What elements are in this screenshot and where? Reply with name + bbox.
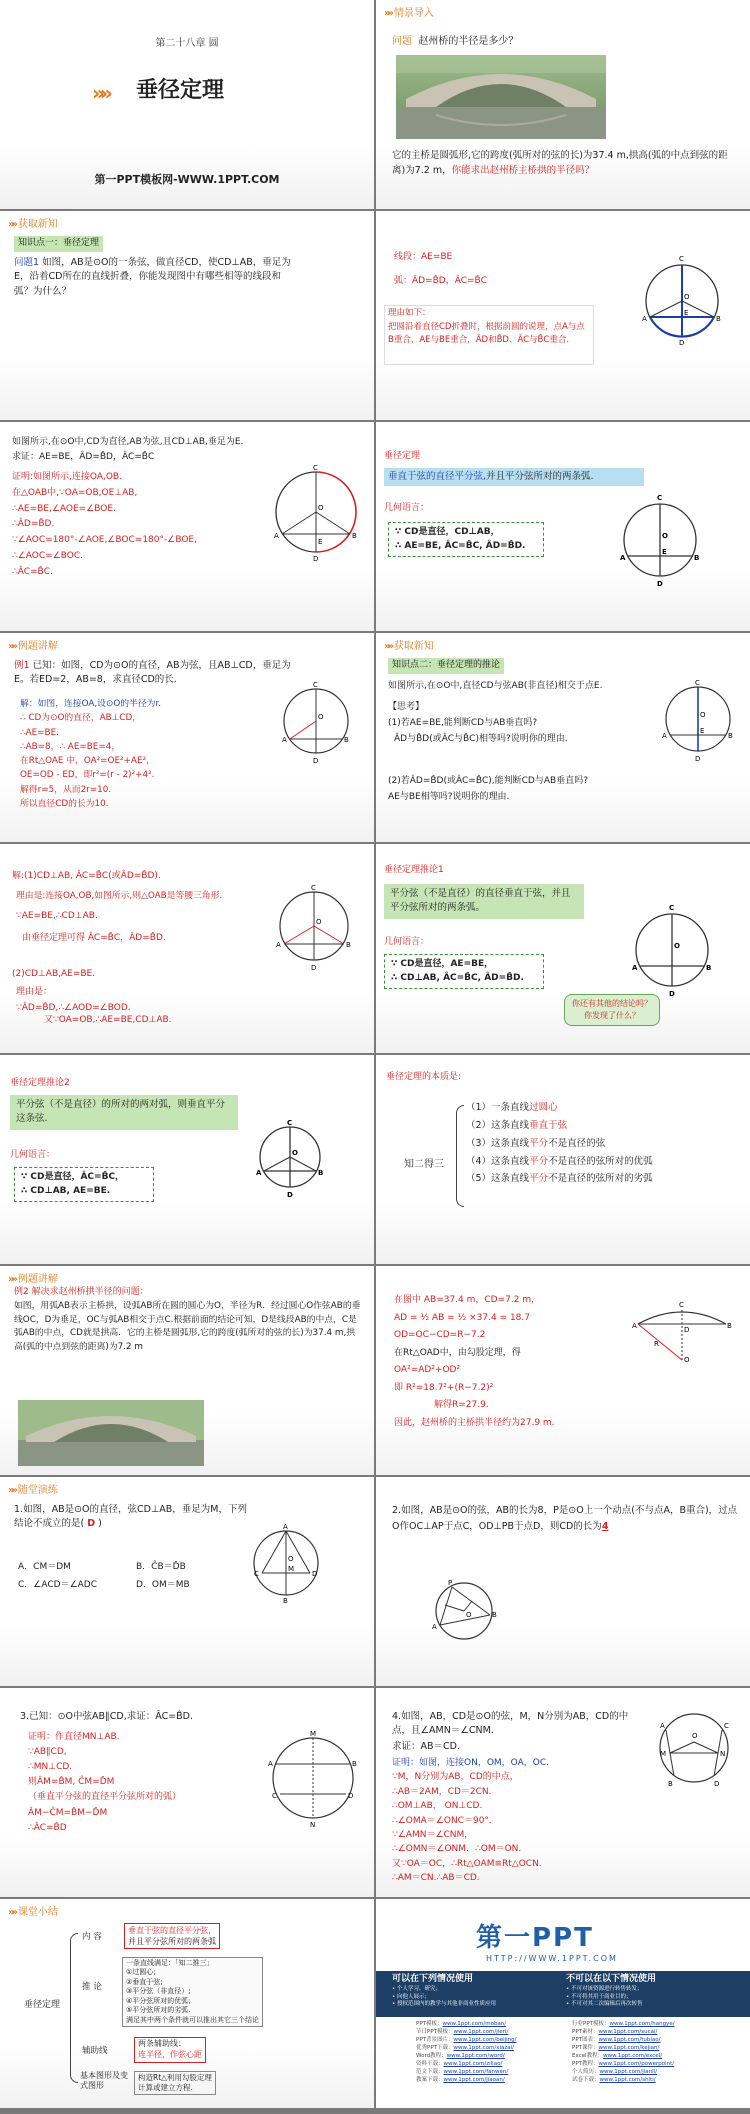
text-s2-header: 情景导入 [393, 8, 434, 19]
text-s7-q2: (2)若ÂD=B̂D(或ÂC=B̂C),能判断CD与AB垂直吗? [388, 776, 588, 786]
text-s6-sol-6: 解得r=5，从而2r=10. [20, 784, 112, 795]
arc-result: 弧：ÂD=B̂D，ÂC=B̂C [394, 276, 488, 286]
text-s18-basic: 基本图形及变式图形 [80, 2071, 128, 2090]
svg-text:O: O [684, 293, 690, 301]
end-logo: 第一PPT [476, 1923, 594, 1953]
resource-link-row[interactable]: 节日PPT模板：www.1ppt.com/jieri/ [416, 2028, 509, 2035]
svg-text:E: E [318, 538, 323, 546]
resource-link-row[interactable]: 教案下载：www.1ppt.com/jiaoan/ [416, 2076, 505, 2083]
resource-link-row[interactable]: 行业PPT模板：www.1ppt.com/hangye/ [572, 2021, 675, 2027]
svg-text:O: O [318, 713, 324, 721]
text-s6-header: 例题讲解 [17, 641, 58, 652]
text-s5-header: 垂径定理 [384, 451, 421, 461]
text-s4-lines-4: ∵∠AOC=180°-∠AOE,∠BOC=180°-∠BOE, [12, 535, 197, 545]
svg-text:B: B [352, 1760, 357, 1768]
svg-text:D: D [684, 1326, 690, 1334]
text-s2-question: 赵州桥的半径是多少？ [418, 36, 519, 47]
svg-text:C: C [272, 1792, 277, 1800]
text-s18-header: 课堂小结 [17, 1907, 58, 1918]
corollary-circle [658, 675, 738, 765]
text-s18-i3: ②垂直于弦; [126, 1977, 163, 1986]
slide-example2 [0, 1266, 374, 1475]
text-s8-l2: 理由是:连接OA,OB,如图所示,则△OAB是等腰三角形. [16, 891, 223, 901]
text-s4-l1: 如图所示,在⊙O中,CD为直径,AB为弦,且CD⊥AB,垂足为E. [12, 437, 244, 447]
segment-result: 线段：AE=BE [394, 252, 453, 262]
practice1-circle [244, 1521, 328, 1605]
footer-site: 第一PPT模板网-WWW.1PPT.COM [94, 173, 280, 186]
practice4-circle [652, 1706, 736, 1790]
svg-text:R: R [654, 1340, 659, 1348]
slide-new-knowledge [0, 211, 374, 420]
resource-link-row[interactable]: PPT背景图片：www.1ppt.com/beijing/ [416, 2036, 517, 2043]
text-s7-intro: 如图所示,在⊙O中,直径CD与弦AB(非直径)相交于点E. [388, 681, 603, 691]
svg-text:C: C [254, 1570, 259, 1578]
svg-text:C: C [669, 904, 675, 912]
svg-text:D: D [669, 990, 675, 998]
text-s6-ex: 已知：如图，CD为⊙O的直径，AB为弦，且AB⊥CD，垂足为E。若ED=2，AB=8，求直径CD的长. [14, 660, 291, 686]
corollary-proof-circle [272, 882, 356, 974]
text-s11-items-2-pre: 这条直线 [491, 1137, 530, 1149]
svg-text:D: D [695, 755, 701, 763]
text-s12-header: 例题讲解 [17, 1274, 58, 1285]
text-s7-q1: (1)若AE=BE,能判断CD与AB垂直吗? [388, 718, 538, 728]
text-s6-sol-5: OE=OD - ED，即r²=(r - 2)²+4². [20, 770, 155, 781]
text-s14-q: 1.如图，AB是⊙O的直径，弦CD⊥AB，垂足为M，下列结论不成立的是( [14, 1504, 247, 1530]
text-s18-i2: ①过圆心; [126, 1968, 156, 1977]
svg-text:O: O [316, 918, 322, 926]
arrows-icon: »» [8, 219, 15, 230]
slide-intro [376, 0, 750, 209]
text-s9-g2: ∴ CD⊥AB, ÂC=B̂C, ÂD=B̂D. [391, 972, 524, 983]
svg-text:A: A [632, 1322, 637, 1330]
chapter-label: 第二十八章 圆 [155, 38, 219, 49]
text-s7-q2b: AE与BE相等吗?说明你的理由. [388, 792, 510, 802]
text-s18-aux: 辅助线 [82, 2046, 108, 2056]
text-s17-sol-0: 证明：如图，连接ON，OM，OA，OC． [392, 1758, 556, 1768]
text-s11-items-3-hi: 平分 [529, 1155, 549, 1167]
text-s6-sol-2: ∴AE=BE. [20, 727, 59, 738]
svg-text:C: C [287, 1119, 293, 1127]
slide-example2-solution [376, 1266, 750, 1475]
text-s11-items-4-pre: 这条直线 [491, 1173, 530, 1185]
svg-text:C: C [679, 255, 684, 263]
text-s3-q: 如图，AB是⊙O的一条弦，做直径CD，使CD⊥AB，垂足为E，沿着CD所在的直线折叠，你能发现图中有哪些相等的线段和弧？为什么？ [14, 257, 291, 297]
text-s6-sol-4: 在Rt△OAE 中，OA²=OE²+AE²， [20, 756, 155, 766]
resource-link-row[interactable]: 试卷下载：www.1ppt.com/shiti/ [572, 2076, 656, 2083]
text-s16-sol-4: （垂直平分弦的直径平分弦所对的弧） [28, 1792, 182, 1803]
text-s17-q2: 求证：AB＝CD. [392, 1741, 460, 1752]
slide-practice1 [0, 1477, 374, 1686]
text-s18-i7: 满足其中两个条件就可以推出其它三个结论 [126, 2015, 259, 2024]
corollary2-circle [252, 1115, 328, 1201]
text-s4-l2: 求证：AE=BE，ÂD=B̂D，ÂC=B̂C [12, 452, 155, 462]
svg-text:A: A [660, 1722, 665, 1730]
svg-text:C: C [313, 681, 318, 689]
svg-text:E: E [700, 727, 705, 735]
svg-text:D: D [311, 964, 317, 972]
text-s11-items-3-post: 不是直径的弦所对的优弧 [548, 1155, 653, 1167]
proof-circle [270, 462, 364, 562]
hint-bubble: 你还有其他的结论吗？你发现了什么？ [564, 994, 660, 1026]
text-s17-sol-3: ∴OM⊥AB， ON⊥CD. [392, 1801, 483, 1812]
text-s14-opts-2: C．∠ACD＝∠ADC [18, 1580, 98, 1590]
svg-text:E: E [662, 548, 667, 556]
text-s4-lines-2: ∴AE=BE,∠AOE=∠BOE. [12, 503, 116, 514]
text-s8-l5: (2)CD⊥AB,AE=BE. [12, 969, 96, 979]
resource-link-row[interactable]: PPT素材：www.1ppt.com/sucai/ [572, 2028, 658, 2035]
text-s11-items-2-hi: 平分 [529, 1137, 549, 1149]
knowledge-tag-2: 知识点二：垂径定理的推论 [388, 658, 504, 674]
text-s13-lines-4: OA²=AD²+OD² [394, 1365, 461, 1376]
text-s19-can3: • 授权范围内的教学与其他非商业性质应用 [392, 2001, 496, 2008]
text-s4-lines-3: ∴ÂD=B̂D. [12, 519, 55, 530]
practice2-circle [428, 1575, 500, 1647]
svg-text:D: D [714, 1780, 720, 1788]
text-s19-cannot2: • 不可将其用于商业目的； [566, 1993, 632, 2000]
text-s16-sol-6: ∴ÂC=B̂D [28, 1822, 67, 1833]
corollary1-circle [628, 900, 718, 1000]
slide-practice4 [376, 1688, 750, 1897]
svg-text:A: A [256, 1169, 262, 1177]
text-s11-items-1-hi: 垂直于弦 [529, 1119, 568, 1131]
svg-text:A: A [642, 315, 647, 323]
essence-list [466, 1099, 653, 1188]
text-s13-lines-6: 解得R=27.9. [434, 1400, 489, 1411]
slide-example1 [0, 633, 374, 842]
text-s14-opts-1: B．ĈB＝D̂B [136, 1562, 186, 1572]
svg-text:D: D [348, 1792, 354, 1800]
text-s8-l4: 由垂径定理可得 ÂC=B̂C，ÂD=B̂D. [22, 933, 166, 943]
svg-text:A: A [432, 1623, 437, 1631]
svg-text:B: B [352, 532, 357, 540]
svg-text:O: O [674, 942, 680, 950]
svg-text:C: C [679, 1301, 684, 1309]
text-s11-left: 知二得三 [404, 1159, 444, 1170]
text-s8-l6: 理由是： [16, 987, 53, 997]
text-s18-c1: 垂直于弦的直径平分弦， [128, 1926, 216, 1935]
svg-text:A: A [268, 1760, 273, 1768]
text-s14-opts-3: D．OM＝MB [136, 1580, 190, 1590]
text-s14-ans: D [87, 1518, 96, 1530]
svg-text:O: O [662, 532, 668, 540]
slide-corollary1 [376, 844, 750, 1053]
text-s11-items-3-n: （4） [466, 1155, 492, 1167]
svg-text:C: C [657, 494, 663, 502]
resource-link-row[interactable]: PPT图表：www.1ppt.com/tubiao/ [572, 2036, 661, 2043]
text-s17-sol-2: ∴AB＝2AM，CD＝2CN. [392, 1786, 492, 1797]
text-s3-header: 获取新知 [17, 219, 58, 230]
text-s16-sol-2: ∴MN⊥CD. [28, 1762, 73, 1773]
svg-text:M: M [288, 1565, 295, 1573]
text-s7-q1b: ÂD与B̂D(或ÂC与B̂C)相等吗?说明你的理由. [394, 734, 568, 744]
text-s8-l1: 解:(1)CD⊥AB, ÂC=B̂C(或ÂD=B̂D). [12, 871, 161, 881]
resource-link-row[interactable]: Word教程：www.1ppt.com/word/ [416, 2052, 505, 2059]
text-s17-sol-8: ∴AM＝CN.∴AB＝CD. [392, 1873, 480, 1884]
svg-text:B: B [716, 315, 721, 323]
bridge-photo-2 [18, 1400, 204, 1466]
text-s17-sol-5: ∵∠AMN＝∠CNM， [392, 1829, 474, 1840]
arrows-icon: »» [8, 1485, 15, 1496]
text-s11-items-0-hi: 过圆心 [529, 1102, 558, 1113]
text-s11-items-1-n: （2） [466, 1119, 492, 1131]
text-s11-items-4-n: （5） [466, 1173, 492, 1185]
slide-practice3 [0, 1688, 374, 1897]
text-s18-content: 内 容 [82, 1932, 102, 1942]
section-header [384, 6, 434, 21]
resource-link-row[interactable]: PPT模板：www.1ppt.com/moban/ [416, 2021, 507, 2027]
svg-text:O: O [466, 1611, 472, 1619]
text-s19-cannot: 不可以在以下情况使用 [566, 1974, 657, 1984]
text-s3-reason_t: 理由如下： [388, 308, 431, 318]
svg-text:N: N [310, 1821, 316, 1828]
svg-text:O: O [692, 1732, 698, 1740]
text-s5-g1: ∵ CD是直径，CD⊥AB， [395, 527, 500, 537]
slide-summary [0, 1899, 374, 2108]
text-s13-lines-7: 因此，赵州桥的主桥拱半径约为27.9 m. [394, 1417, 555, 1428]
text-s7-think: 【思考】 [388, 702, 425, 712]
circle-diagram [638, 251, 728, 346]
text-s10-header: 垂径定理推论2 [10, 1078, 70, 1088]
text-s8-l7: ∵ÂD=B̂D,∴∠AOD=∠BOD. [16, 1003, 131, 1013]
text-s18-infer: 推 论 [82, 1982, 102, 1992]
svg-text:C: C [695, 679, 700, 687]
text-s19-can: 可以在下列情况使用 [392, 1974, 474, 1984]
resource-link-row[interactable]: PPT课件：www.1ppt.com/kejian/ [572, 2044, 660, 2051]
svg-text:D: D [657, 580, 663, 588]
text-s18-root: 垂径定理 [24, 2000, 61, 2010]
text-s13-lines-1: AD = ½ AB = ½ ×37.4 = 18.7 [394, 1312, 530, 1323]
bridge-arc-diagram [632, 1296, 732, 1366]
text-s11-items-4-post: 不是直径的弦所对的劣弧 [548, 1173, 653, 1185]
text-s6-sol-3: ∴AB=8，∴ AE=BE=4， [20, 741, 121, 752]
text-s18-b1: 构造Rt△利用勾股定理 [138, 2073, 212, 2082]
svg-text:B: B [346, 941, 351, 949]
text-s13-lines-5: 即 R²=18.7²+(R−7.2)² [394, 1382, 494, 1393]
text-s10-geo: 几何语言： [10, 1150, 56, 1160]
text-s18-i5: ④平分弦所对的优弧; [126, 1996, 191, 2005]
text-s16-sol-0: 证明：作直径MN⊥AB. [28, 1732, 120, 1742]
text-s19-cannot1: • 不可对该资源进行转售转发； [566, 1986, 643, 1992]
svg-text:C: C [724, 1722, 729, 1730]
text-s2-ask: 你能求出赵州桥主桥拱的半径吗？ [451, 165, 595, 177]
text-s12-ex_title: 解决求赵州桥拱半径的问题： [31, 1287, 149, 1297]
text-s11-items-2-post: 不是直径的弦 [548, 1137, 606, 1149]
text-s4-lines-6: ∴ÂC=B̂C. [12, 566, 53, 577]
text-s18-b2: 计算或建立方程. [138, 2082, 193, 2092]
svg-text:C: C [311, 884, 316, 892]
svg-text:B: B [492, 1611, 497, 1619]
text-s18-a2: 连半径，作弦心距 [138, 2049, 202, 2059]
text-s19-logo_sub: HTTP://WWW.1PPT.COM [486, 1954, 618, 1963]
text-s4-lines-5: ∴∠AOC=∠BOC. [12, 550, 84, 561]
text-s11-items-4-hi: 平分 [529, 1173, 549, 1185]
text-s19-can2: • 向他人展示； [392, 1993, 430, 2000]
resource-link-row[interactable]: 资料下载：www.1ppt.com/ziliao/ [416, 2060, 503, 2067]
text-s6-sol-0: 解：如图，连接OA,设⊙O的半径为r. [20, 699, 162, 709]
svg-text:B: B [283, 1597, 288, 1605]
svg-text:B: B [706, 964, 712, 972]
text-s13-lines-2: OD=OC−CD=R−7.2 [394, 1330, 486, 1341]
text-s17-sol-1: ∵M，N分别为AB，CD的中点， [392, 1772, 519, 1783]
text-s4-lines-1: 在△OAB中,∵OA=OB,OE⊥AB, [12, 487, 138, 498]
text-s15-ans: 4 [601, 1521, 609, 1533]
knowledge-tag: 知识点一：垂径定理 [14, 236, 103, 252]
svg-text:A: A [620, 554, 626, 562]
svg-text:B: B [668, 1780, 673, 1788]
text-s9-geo: 几何语言： [384, 937, 430, 947]
arrows-icon: »» [8, 641, 15, 652]
text-s11-items-2-n: （3） [466, 1137, 492, 1149]
svg-text:M: M [660, 1750, 667, 1758]
svg-text:B: B [728, 732, 733, 740]
text-s11-items-3-pre: 这条直线 [491, 1155, 530, 1167]
text-s16-sol-1: ∵AB∥CD, [28, 1747, 67, 1758]
text-s19-can1: • 个人学习、研究； [392, 1986, 441, 1992]
text-s5-geo: 几何语言： [384, 503, 430, 513]
text-s17-q1: 4.如图，AB，CD是⊙O的弦，M，N分别为AB，CD的中点，且∠AMN＝∠CNM． [392, 1711, 629, 1737]
text-s9-box: 平分弦（不是直径）的直径垂直于弦，并且平分弦所对的两条弧。 [384, 884, 584, 919]
text-s13-lines-0: 在图中 AB=37.4 m，CD=7.2 m， [394, 1295, 541, 1305]
text-s7-header: 获取新知 [393, 641, 434, 652]
slide-practice2 [376, 1477, 750, 1686]
text-s18-i4: ③平分弦（非直径）; [126, 1987, 191, 1996]
slide-theorem [376, 422, 750, 631]
svg-text:A: A [662, 732, 667, 740]
text-s18-a1: 两条辅助线： [138, 2039, 186, 2048]
svg-text:M: M [310, 1730, 317, 1738]
svg-text:A: A [282, 736, 287, 744]
svg-text:O: O [288, 1555, 294, 1563]
slide-main-title: 垂径定理 [136, 78, 225, 103]
slide-corollary2 [0, 1055, 374, 1264]
text-s3-reason: 把圆沿着直径CD折叠时，根据前圆的说理，点A与点B重合，AE与BE重合，ÂD和B̂D、ÂC与B̂C重合. [388, 321, 585, 346]
svg-text:B: B [318, 1169, 324, 1177]
resource-link-row[interactable]: 优秀PPT下载：www.1ppt.com/xiazai/ [416, 2044, 515, 2051]
text-s17-sol-6: ∴∠OMN＝∠ONM．∴OM＝ON. [392, 1844, 522, 1855]
text-s8-l3: ∵AE=BE,∴CD⊥AB. [16, 911, 98, 921]
svg-text:C: C [313, 464, 318, 472]
svg-text:A: A [632, 964, 638, 972]
slide-title [0, 0, 374, 209]
arrows-icon: »» [384, 8, 391, 19]
bridge-photo [396, 55, 606, 139]
text-s12-ex_label: 例2 [14, 1287, 29, 1297]
svg-text:A: A [276, 941, 281, 949]
text-s17-sol-4: ∴∠OMA＝∠ONC＝90°． [392, 1815, 498, 1826]
slide-essence [376, 1055, 750, 1264]
text-s4-lines-0: 证明:如图所示,连接OA,OB. [12, 472, 122, 482]
text-s2-desc: 它的主桥是圆弧形,它的跨度(弧所对的弦的长)为37.4 m,拱高(弧的中点到弦的距离)为7.2 m， [392, 150, 728, 177]
text-s3-q_label: 问题1 [14, 257, 40, 268]
svg-text:O: O [700, 711, 706, 719]
text-s11-header: 垂径定理的本质是: [386, 1072, 462, 1082]
text-s13-lines-3: 在Rt△OAD中，由勾股定理，得 [394, 1347, 521, 1358]
example1-circle [276, 679, 356, 765]
svg-text:B: B [694, 554, 700, 562]
resource-link-row[interactable]: 个人简历：www.1ppt.com/jianli/ [572, 2068, 658, 2075]
text-s15-q: 2.如图，AB是⊙O的弦，AB的长为8，P是⊙O上一个动点(不与点A，B重合)，过点O作OC⊥AP于点C，OD⊥PB于点D，则CD的长为 [392, 1505, 738, 1533]
text-s16-sol-5: ÂM−ĈM=B̂M−D̂M [28, 1807, 108, 1818]
text-s16-q: 3.已知：⊙O中弦AB∥CD,求证：ÂC=B̂D. [20, 1711, 194, 1722]
text-s14-q_end: ) [95, 1518, 102, 1530]
slide-corollary-intro [376, 633, 750, 842]
text-s5-g2: ∴ AE=BE, ÂC=B̂C, ÂD=B̂D. [395, 540, 526, 551]
text-s5-thm_b: 并且平分弦所对的两条弧. [486, 471, 594, 482]
svg-text:D: D [287, 1191, 293, 1199]
svg-text:N: N [720, 1750, 726, 1758]
text-s11-items-0-n: （1） [466, 1102, 492, 1113]
text-s6-sol-1: ∴ CD为⊙O的直径，AB⊥CD， [20, 713, 142, 724]
practice3-circle [268, 1728, 358, 1828]
svg-text:A: A [283, 1523, 288, 1531]
text-s19-cannot3: • 不可对其二次编辑后再次转售 [566, 2001, 643, 2008]
text-s12-text: 如图，用弧AB表示主桥拱，设弧AB所在圆的圆心为O，半径为R．经过圆心O作弦AB的垂线OC，D为垂足，OC与弧AB相交于点C.根据前面的结论可知，D是线段AB的中点，C是弧AB的中点，CD就是拱高．它的主桥是圆弧形,它的跨度(弧所对的弦的长)为37.4 m,拱高(弧的中点到弦的距离)为7.2 m [14, 1301, 361, 1352]
text-s18-i1: 一条直线满足：「知二推三」 [126, 1959, 214, 1967]
slide-fold [376, 211, 750, 420]
slide-proof [0, 422, 374, 631]
svg-text:E: E [684, 309, 689, 317]
theorem-circle [616, 490, 706, 590]
text-s18-c2: 并且平分弦所对的两条弧 [128, 1937, 216, 1947]
text-s10-box: 平分弦（不是直径）的所对的两对弧，则垂直平分这条弦. [10, 1095, 238, 1130]
text-s5-thm_a: 垂直于弦的直径平分弦, [388, 471, 487, 482]
text-s10-g1: ∵ CD是直径，ÂC=B̂C， [21, 1172, 125, 1182]
text-s8-l8: 又∵OA=OB,∴AE=BE,CD⊥AB. [44, 1015, 172, 1025]
text-s10-g2: ∴ CD⊥AB, AE=BE. [21, 1185, 111, 1196]
text-s11-items-0-pre: 一条直线 [491, 1102, 530, 1113]
resource-link-row[interactable]: PPT教程：www.1ppt.com/powerpoint/ [572, 2060, 675, 2067]
svg-text:O: O [318, 504, 324, 512]
resource-link-row[interactable]: 范文下载：www.1ppt.com/fanwen/ [416, 2068, 509, 2075]
svg-text:A: A [274, 532, 279, 540]
text-s14-opts-0: A．CM＝DM [18, 1562, 71, 1572]
svg-text:O: O [684, 1356, 690, 1364]
text-s11-items-1-pre: 这条直线 [491, 1119, 530, 1131]
resource-link-row[interactable]: Excel教程：www.1ppt.com/excel/ [572, 2052, 663, 2059]
svg-text:B: B [344, 736, 349, 744]
text-s2-question_label: 问题 [392, 36, 412, 47]
arrows-icon: »» [8, 1274, 15, 1285]
svg-text:D: D [313, 555, 319, 562]
svg-text:D: D [679, 339, 685, 346]
text-s6-sol-7: 所以直径CD的长为10. [20, 798, 109, 809]
text-s16-sol-3: 则ÂM=B̂M, ĈM=D̂M [28, 1777, 115, 1788]
text-s9-header: 垂径定理推论1 [384, 865, 444, 875]
slide-corollary-proof [0, 844, 374, 1053]
text-s9-g1: ∵ CD是直径，AE=BE， [391, 959, 494, 969]
svg-text:B: B [727, 1322, 732, 1330]
slide-end [376, 1899, 750, 2108]
text-s18-i6: ⑤平分弦所对的劣弧. [126, 2006, 191, 2015]
title-arrows: »» [92, 81, 108, 105]
arrows-icon: »» [8, 1907, 15, 1918]
svg-text:P: P [448, 1579, 453, 1587]
arrows-icon: »» [384, 641, 391, 652]
svg-text:D: D [313, 757, 319, 765]
svg-text:D: D [312, 1570, 318, 1578]
text-s6-ex_label: 例1 [14, 660, 30, 671]
text-s14-header: 随堂演练 [17, 1485, 58, 1496]
svg-text:O: O [292, 1149, 298, 1157]
text-s17-sol-7: 又∵OA＝OC，∴Rt△OAM≌Rt△OCN. [392, 1858, 542, 1869]
